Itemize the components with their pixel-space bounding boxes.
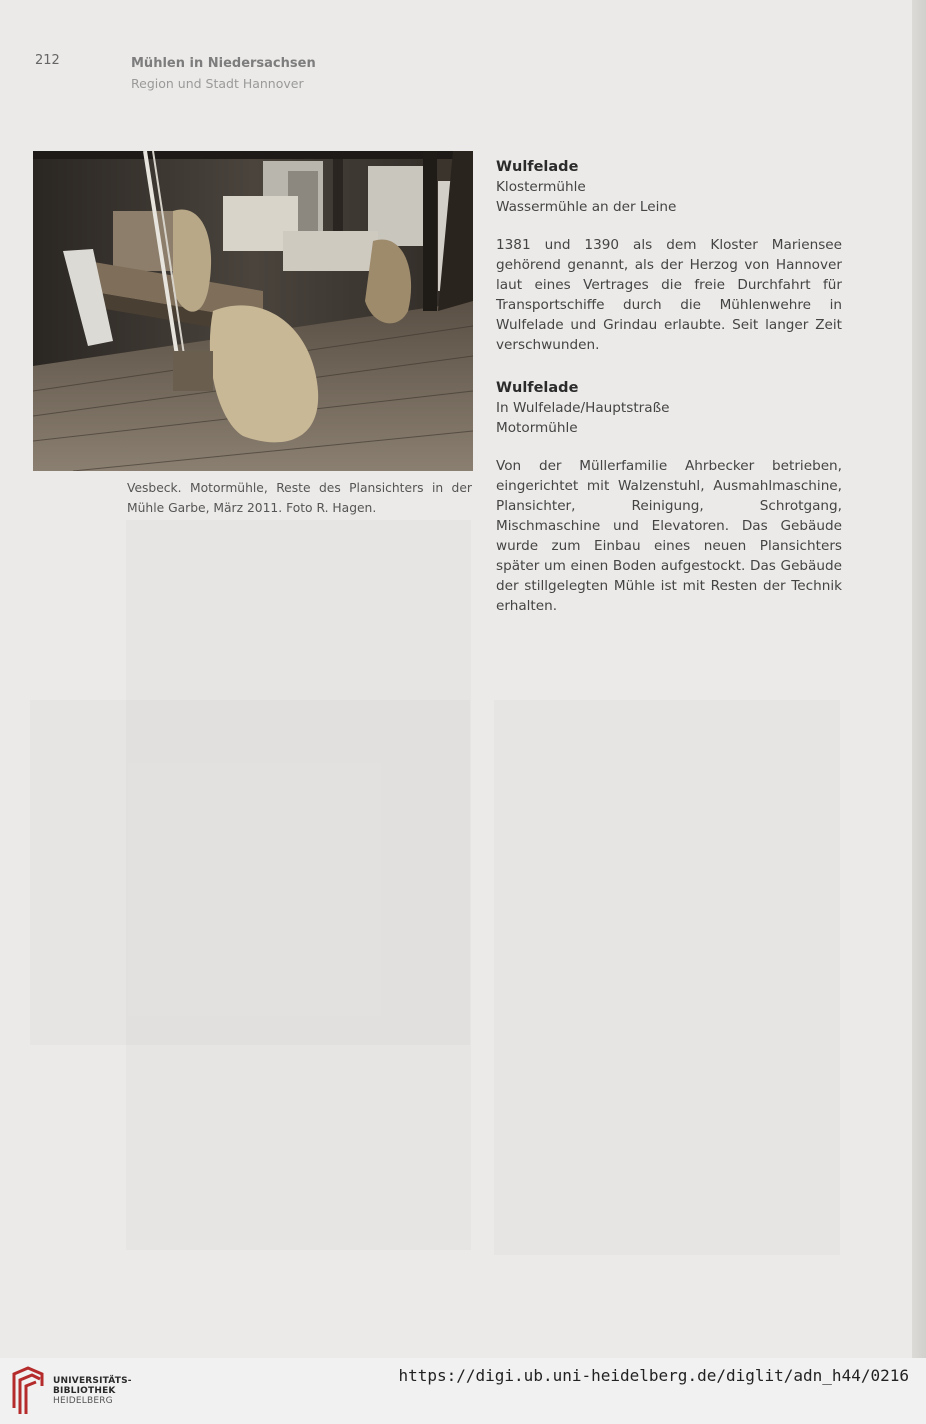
mill-interior-photo bbox=[33, 151, 473, 471]
entry-subtitle: Klostermühle bbox=[496, 179, 586, 195]
show-through-block bbox=[30, 700, 470, 1045]
photo-illustration bbox=[33, 151, 473, 471]
entry-subtitle: Wassermühle an der Leine bbox=[496, 199, 677, 215]
running-header bbox=[131, 54, 316, 94]
library-name-line: HEIDELBERG bbox=[53, 1396, 113, 1406]
entry-subtitle: Motormühle bbox=[496, 420, 578, 436]
library-logo-icon bbox=[10, 1364, 46, 1418]
entry-body: 1381 und 1390 als dem Kloster Mariensee gehörend genannt, als der Herzog von Hannover laut eines Vertrages die freie Durchfahrt für Transportschiffe durch die Mühlenwehre in Wulfelade und Grindau erlaubte. Seit langer Zeit verschwunden. bbox=[496, 237, 842, 353]
page-number: 212 bbox=[35, 53, 60, 68]
source-url[interactable]: https://digi.ub.uni-heidelberg.de/diglit/adn_h44/0216 bbox=[398, 1366, 909, 1385]
page-edge-shadow bbox=[912, 0, 926, 1358]
entry-wulfelade-klostermuehle bbox=[496, 157, 842, 355]
show-through-block bbox=[494, 700, 840, 1255]
entry-title: Wulfelade bbox=[496, 380, 579, 396]
entry-wulfelade-motormuehle bbox=[496, 378, 842, 616]
entry-subtitle: In Wulfelade/Hauptstraße bbox=[496, 400, 670, 416]
library-name-line: UNIVERSITÄTS- bbox=[53, 1376, 132, 1386]
book-subtitle: Region und Stadt Hannover bbox=[131, 76, 304, 91]
library-name bbox=[53, 1376, 132, 1406]
book-title: Mühlen in Niedersachsen bbox=[131, 56, 316, 71]
figure-caption: Vesbeck. Motormühle, Reste des Plansichters in der Mühle Garbe, März 2011. Foto R. Hagen. bbox=[127, 481, 472, 515]
library-name-line: BIBLIOTHEK bbox=[53, 1386, 116, 1396]
entry-title: Wulfelade bbox=[496, 159, 579, 175]
entry-body: Von der Müllerfamilie Ahrbecker betrieben, eingerichtet mit Walzenstuhl, Ausmahlmaschine, Plansichter, Reinigung, Schrotgang, Mischmaschine und Elevatoren. Das Gebäude wurde zum Einbau eines neuen Plansichters später um einen Boden aufgestockt. Das Gebäude der stillgelegten Mühle ist mit Resten der Technik erhalten. bbox=[496, 458, 842, 614]
